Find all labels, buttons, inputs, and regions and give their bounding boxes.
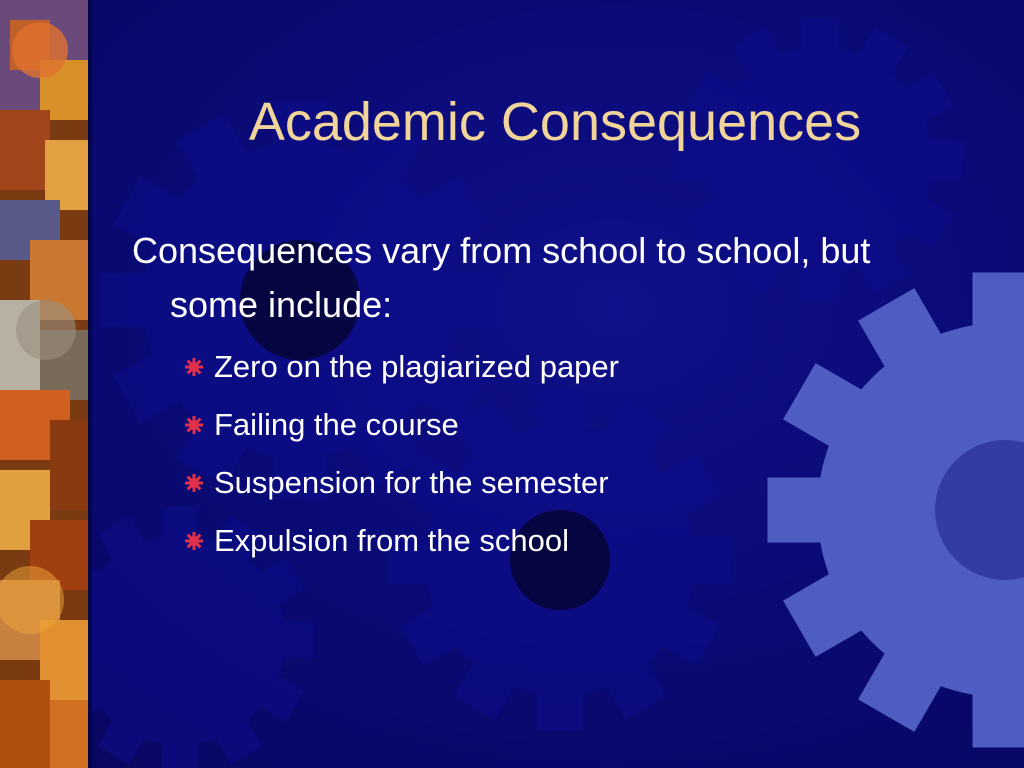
list-item-text: Suspension for the semester [214, 465, 609, 500]
list-item-text: Zero on the plagiarized paper [214, 349, 619, 384]
slide-body [132, 224, 892, 570]
left-decorative-strip [0, 0, 92, 768]
list-item [184, 396, 892, 454]
starburst-icon [184, 531, 204, 551]
slide-title: Academic Consequences [248, 92, 862, 152]
starburst-icon [184, 357, 204, 377]
starburst-icon [184, 415, 204, 435]
mosaic-gear-graphic [0, 0, 92, 768]
list-item-text: Expulsion from the school [214, 523, 569, 558]
list-item [184, 338, 892, 396]
list-item [184, 454, 892, 512]
consequence-list [184, 338, 892, 570]
lead-paragraph: Consequences vary from school to school, but some include: [132, 230, 871, 325]
list-item-text: Failing the course [214, 407, 459, 442]
list-item [184, 512, 892, 570]
starburst-icon [184, 473, 204, 493]
